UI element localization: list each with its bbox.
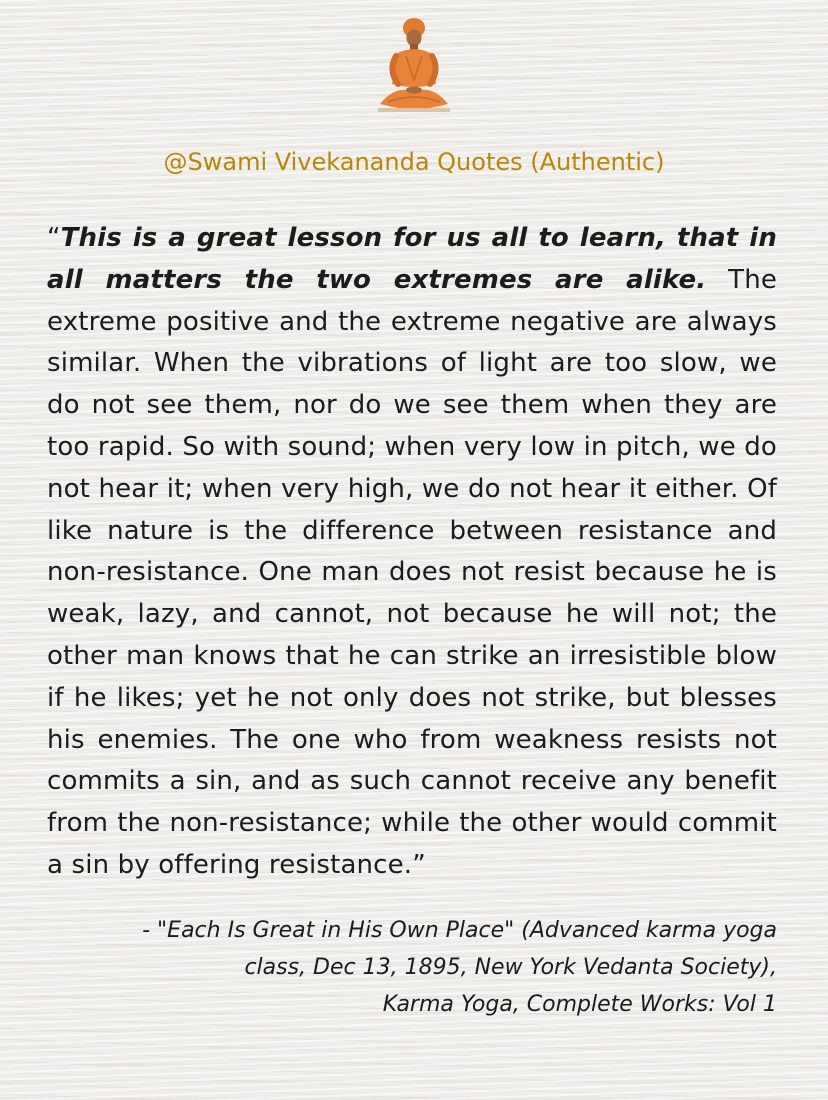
quote-lead: This is a great lesson for us all to learn, that in all matters the two extremes are alike. bbox=[47, 223, 777, 295]
meditating-figure-image bbox=[376, 14, 452, 114]
channel-title: @Swami Vivekananda Quotes (Authentic) bbox=[163, 148, 665, 176]
quote-source bbox=[47, 912, 777, 1023]
quote-text bbox=[47, 218, 777, 887]
quote-body: The extreme positive and the extreme negative are always similar. When the vibrations of light are too slow, we do not see them, nor do we see them when they are too rapid. So with sound; when very low in pitch, we do not hear it; when very high, we do not hear it either. Of like nature is the difference between resistance and non-resistance. One man does not resist because he is weak, lazy, and cannot, not because he will not; the other man knows that he can strike an irresistible blow if he likes; yet he not only does not strike, but blesses his enemies. The one who from weakness resists not commits a sin, and as such cannot receive any benefit from the non-resistance; while the other would commit a sin by offering resistance. bbox=[47, 264, 777, 880]
source-line-3: Karma Yoga, Complete Works: Vol 1 bbox=[382, 992, 777, 1017]
source-line-2: class, Dec 13, 1895, New York Vedanta Society), bbox=[244, 955, 777, 980]
source-line-1: - "Each Is Great in His Own Place" (Advanced karma yoga bbox=[142, 918, 777, 943]
quote-close-mark: ” bbox=[412, 849, 426, 880]
quote-open-mark: “ bbox=[47, 223, 61, 253]
